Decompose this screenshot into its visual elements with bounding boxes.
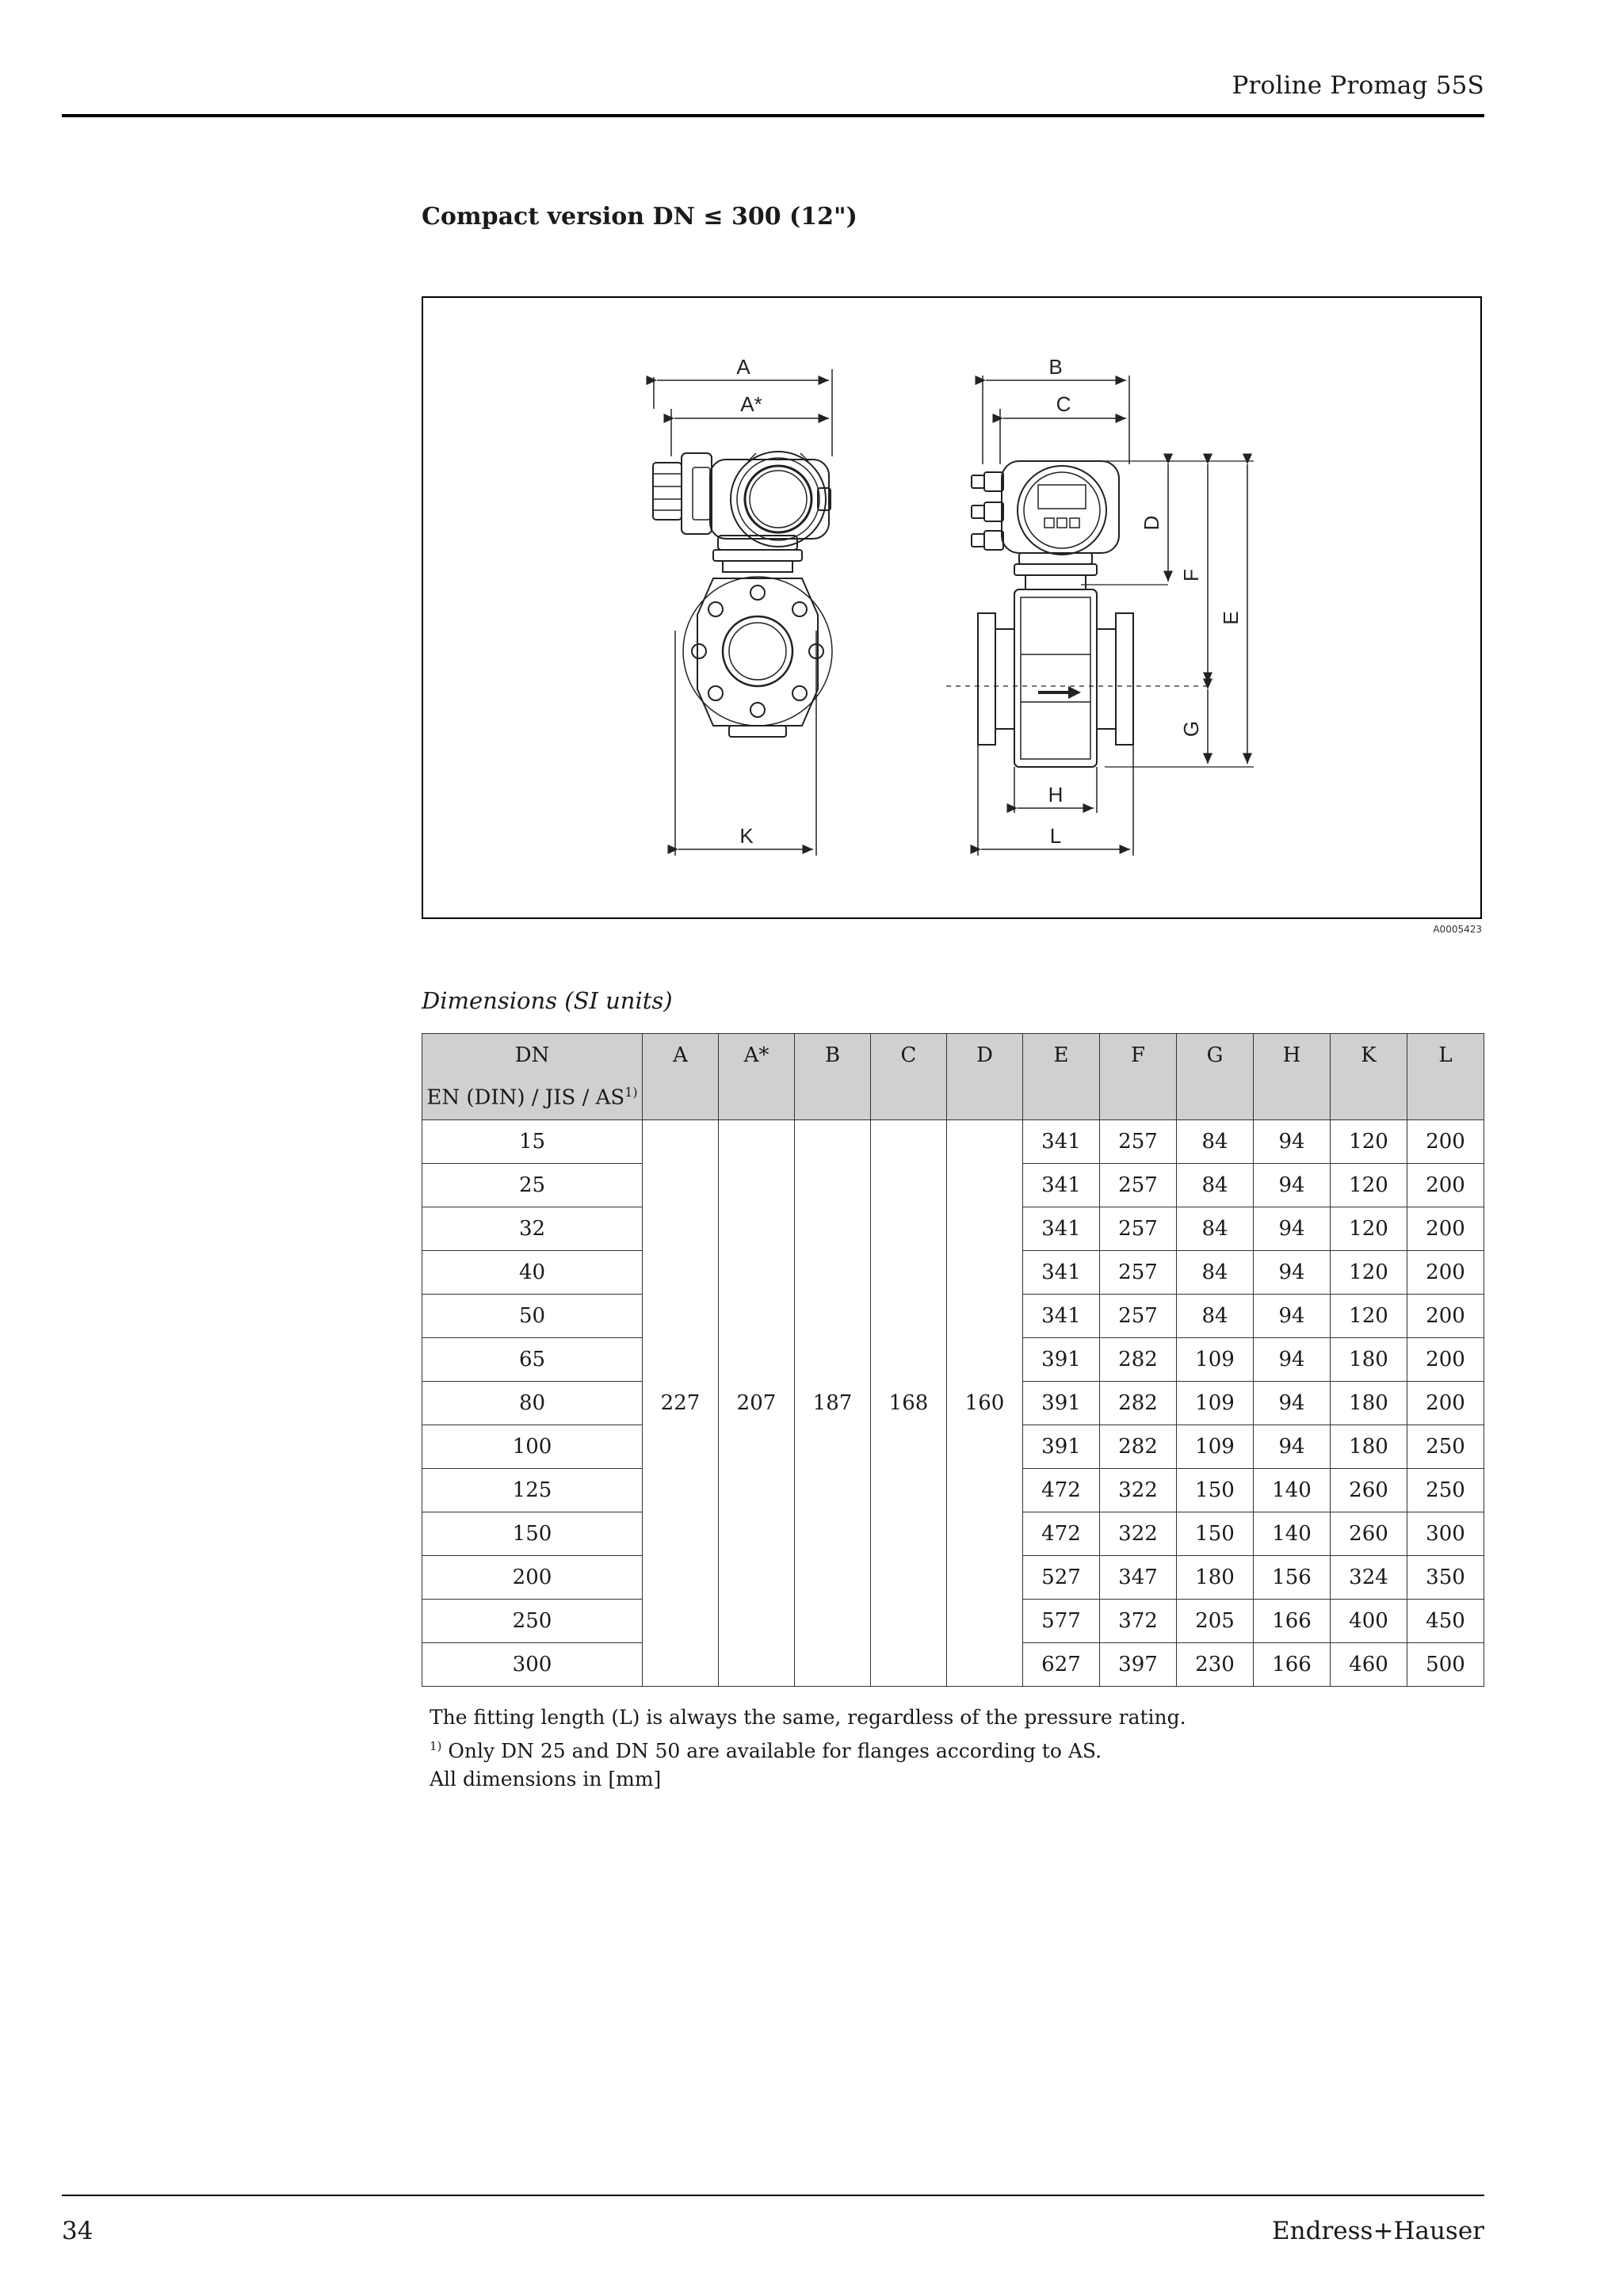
cell-k: 260	[1331, 1469, 1407, 1512]
cell-l: 500	[1407, 1643, 1484, 1687]
cell-l: 200	[1407, 1382, 1484, 1425]
header-dn-standards-text: EN (DIN) / JIS / AS	[426, 1085, 625, 1110]
dim-label-g: G	[1179, 720, 1203, 738]
cell-f: 282	[1100, 1382, 1177, 1425]
cell-g: 109	[1177, 1425, 1254, 1469]
cell-f: 257	[1100, 1207, 1177, 1251]
cell-h: 156	[1254, 1556, 1331, 1600]
cell-dn: 125	[422, 1469, 643, 1512]
cell-l: 300	[1407, 1512, 1484, 1556]
cell-g: 150	[1177, 1512, 1254, 1556]
dimension-drawing	[422, 296, 1482, 919]
cell-k: 120	[1331, 1207, 1407, 1251]
cell-e: 472	[1023, 1469, 1100, 1512]
cell-e: 527	[1023, 1556, 1100, 1600]
header-col: D	[947, 1034, 1023, 1120]
cell-dn: 80	[422, 1382, 643, 1425]
cell-dn: 65	[422, 1338, 643, 1382]
cell-d-common: 160	[947, 1120, 1023, 1687]
dimensions-table	[422, 1033, 1484, 1687]
cell-e: 577	[1023, 1600, 1100, 1643]
cell-k: 260	[1331, 1512, 1407, 1556]
cell-f: 282	[1100, 1338, 1177, 1382]
cell-f: 397	[1100, 1643, 1177, 1687]
cell-e: 391	[1023, 1425, 1100, 1469]
cell-k: 400	[1331, 1600, 1407, 1643]
note-units: All dimensions in [mm]	[430, 1768, 662, 1791]
cell-k: 120	[1331, 1295, 1407, 1338]
cell-l: 200	[1407, 1207, 1484, 1251]
cell-f: 282	[1100, 1425, 1177, 1469]
cell-a-common: 227	[643, 1120, 719, 1687]
cell-k: 460	[1331, 1643, 1407, 1687]
front-view	[653, 355, 832, 856]
cell-k: 180	[1331, 1382, 1407, 1425]
cell-e: 341	[1023, 1164, 1100, 1207]
dim-label-a: A	[736, 355, 750, 379]
header-col: C	[871, 1034, 947, 1120]
cell-b-common: 187	[795, 1120, 871, 1687]
footer-rule	[62, 2195, 1484, 2196]
cell-g: 84	[1177, 1164, 1254, 1207]
header-col: K	[1331, 1034, 1407, 1120]
cell-f: 257	[1100, 1164, 1177, 1207]
cell-g: 205	[1177, 1600, 1254, 1643]
dimension-drawing-svg	[423, 298, 1484, 921]
cell-e: 472	[1023, 1512, 1100, 1556]
cell-k: 120	[1331, 1164, 1407, 1207]
cell-g: 84	[1177, 1207, 1254, 1251]
cell-f: 322	[1100, 1512, 1177, 1556]
table-caption: Dimensions (SI units)	[422, 987, 673, 1014]
cell-k: 324	[1331, 1556, 1407, 1600]
cell-h: 140	[1254, 1469, 1331, 1512]
cell-dn: 40	[422, 1251, 643, 1295]
cell-f: 322	[1100, 1469, 1177, 1512]
note-footnote-mark: 1)	[430, 1739, 442, 1753]
cell-dn: 50	[422, 1295, 643, 1338]
cell-e: 341	[1023, 1295, 1100, 1338]
cell-l: 200	[1407, 1295, 1484, 1338]
cell-e: 627	[1023, 1643, 1100, 1687]
cell-f: 257	[1100, 1120, 1177, 1164]
table-header-row	[422, 1034, 1484, 1120]
cell-e: 391	[1023, 1338, 1100, 1382]
cell-e: 341	[1023, 1251, 1100, 1295]
footer-brand: Endress+Hauser	[1272, 2217, 1484, 2245]
table-row	[422, 1120, 1484, 1164]
cell-h: 94	[1254, 1207, 1331, 1251]
header-rule	[62, 114, 1484, 117]
cell-l: 450	[1407, 1600, 1484, 1643]
cell-g: 84	[1177, 1120, 1254, 1164]
cell-k: 120	[1331, 1251, 1407, 1295]
cell-l: 250	[1407, 1469, 1484, 1512]
header-dn-standards	[422, 1085, 642, 1110]
cell-h: 166	[1254, 1643, 1331, 1687]
cell-h: 94	[1254, 1338, 1331, 1382]
cell-e: 341	[1023, 1120, 1100, 1164]
header-col: B	[795, 1034, 871, 1120]
dim-label-h: H	[1048, 783, 1064, 807]
cell-g: 84	[1177, 1251, 1254, 1295]
dim-label-k: K	[739, 824, 754, 848]
header-col: A*	[719, 1034, 795, 1120]
cell-f: 257	[1100, 1295, 1177, 1338]
cell-c-common: 168	[871, 1120, 947, 1687]
cell-f: 347	[1100, 1556, 1177, 1600]
cell-k: 180	[1331, 1338, 1407, 1382]
cell-dn: 250	[422, 1600, 643, 1643]
header-col: F	[1100, 1034, 1177, 1120]
note-as-flanges-text: Only DN 25 and DN 50 are available for flanges according to AS.	[441, 1739, 1102, 1763]
cell-h: 94	[1254, 1382, 1331, 1425]
cell-l: 200	[1407, 1120, 1484, 1164]
dim-label-l: L	[1049, 824, 1062, 848]
note-as-flanges	[430, 1732, 1186, 1765]
cell-h: 140	[1254, 1512, 1331, 1556]
cell-g: 84	[1177, 1295, 1254, 1338]
cell-l: 200	[1407, 1251, 1484, 1295]
figure-id: A0005423	[1433, 924, 1482, 935]
cell-f: 257	[1100, 1251, 1177, 1295]
page-number: 34	[62, 2217, 94, 2245]
cell-a-star-common: 207	[719, 1120, 795, 1687]
header-col: H	[1254, 1034, 1331, 1120]
section-title: Compact version DN ≤ 300 (12")	[422, 203, 857, 231]
document-header-title: Proline Promag 55S	[1232, 71, 1484, 100]
cell-dn: 200	[422, 1556, 643, 1600]
cell-g: 109	[1177, 1338, 1254, 1382]
cell-dn: 15	[422, 1120, 643, 1164]
cell-g: 230	[1177, 1643, 1254, 1687]
table-notes	[430, 1703, 1186, 1794]
dim-label-a-star: A*	[740, 392, 762, 416]
cell-l: 200	[1407, 1338, 1484, 1382]
header-dn	[422, 1034, 643, 1120]
side-view	[946, 355, 1254, 856]
cell-k: 120	[1331, 1120, 1407, 1164]
cell-h: 94	[1254, 1164, 1331, 1207]
header-col: G	[1177, 1034, 1254, 1120]
cell-h: 94	[1254, 1295, 1331, 1338]
header-col: E	[1023, 1034, 1100, 1120]
header-dn-footnote-mark: 1)	[624, 1085, 638, 1100]
dim-label-d: D	[1140, 515, 1163, 531]
cell-g: 109	[1177, 1382, 1254, 1425]
cell-dn: 32	[422, 1207, 643, 1251]
cell-l: 350	[1407, 1556, 1484, 1600]
header-col: L	[1407, 1034, 1484, 1120]
cell-e: 391	[1023, 1382, 1100, 1425]
cell-h: 166	[1254, 1600, 1331, 1643]
cell-h: 94	[1254, 1120, 1331, 1164]
cell-k: 180	[1331, 1425, 1407, 1469]
cell-dn: 100	[422, 1425, 643, 1469]
cell-g: 180	[1177, 1556, 1254, 1600]
dim-label-c: C	[1056, 392, 1071, 416]
cell-l: 250	[1407, 1425, 1484, 1469]
cell-dn: 150	[422, 1512, 643, 1556]
cell-h: 94	[1254, 1425, 1331, 1469]
cell-l: 200	[1407, 1164, 1484, 1207]
note-fitting-length: The fitting length (L) is always the same, regardless of the pressure rating.	[430, 1706, 1186, 1729]
cell-dn: 25	[422, 1164, 643, 1207]
cell-e: 341	[1023, 1207, 1100, 1251]
dim-label-b: B	[1048, 355, 1063, 379]
header-dn-label: DN	[514, 1043, 550, 1067]
header-col: A	[643, 1034, 719, 1120]
cell-dn: 300	[422, 1643, 643, 1687]
cell-h: 94	[1254, 1251, 1331, 1295]
cell-g: 150	[1177, 1469, 1254, 1512]
dim-label-f: F	[1179, 569, 1203, 582]
dim-label-e: E	[1219, 611, 1243, 625]
cell-f: 372	[1100, 1600, 1177, 1643]
